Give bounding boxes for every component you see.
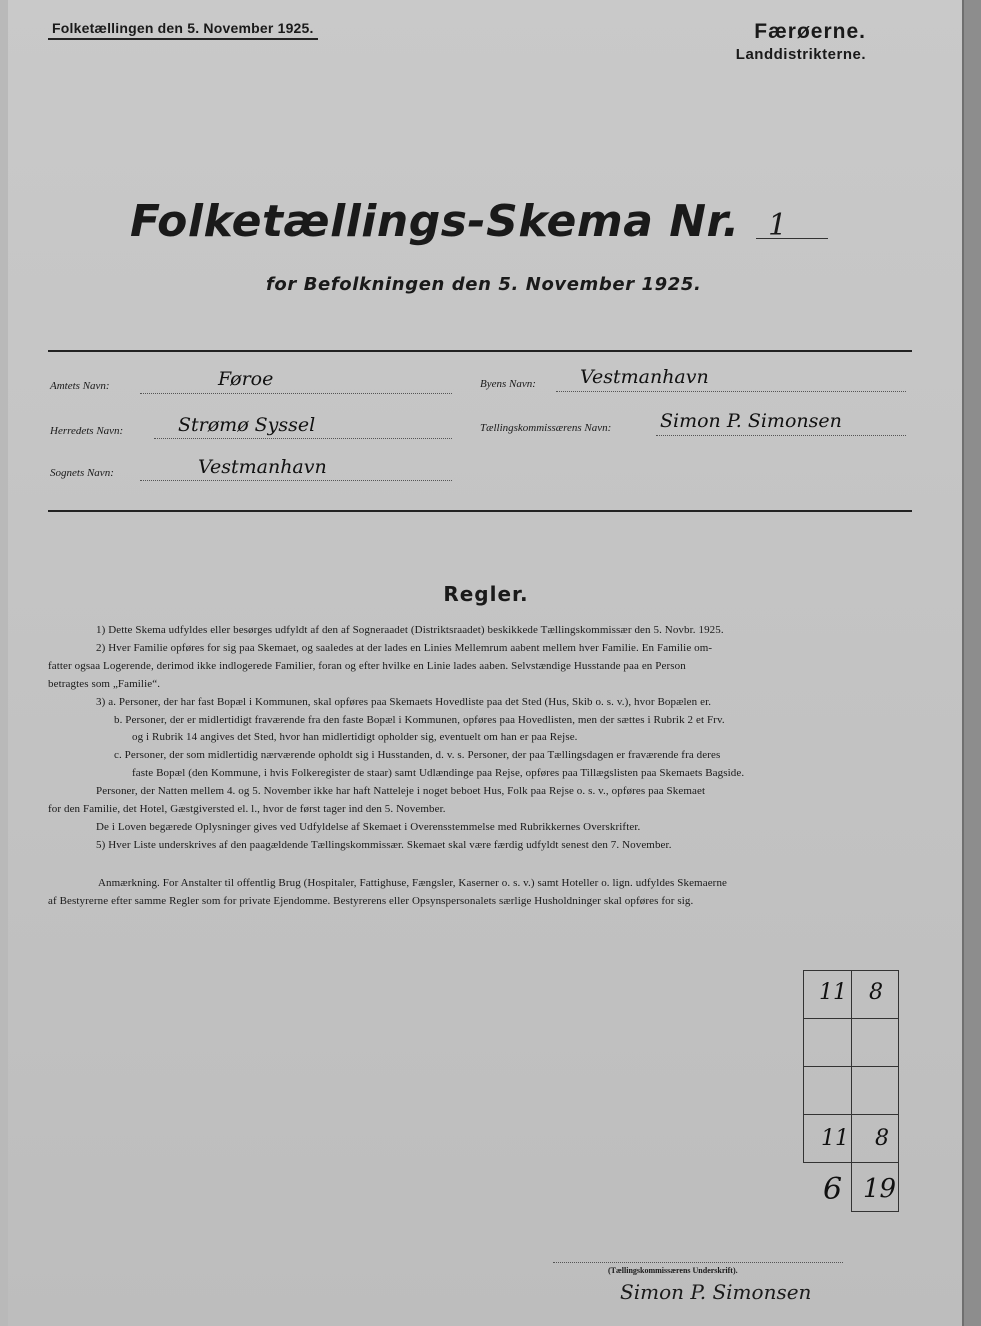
form-number: 1 bbox=[768, 208, 788, 243]
rule-line: faste Bopæl (den Kommune, i hvis Folkeregister de staar) samt Udlændinge paa Rejse, opføres paa Tillægslisten paa Skemaets Bagside. bbox=[132, 767, 745, 779]
bottom-divider bbox=[48, 510, 912, 512]
census-date-header: Folketællingen den 5. November 1925. bbox=[48, 20, 318, 40]
by-line bbox=[556, 391, 906, 392]
region-name: Færøerne. bbox=[754, 20, 866, 43]
form-title: Folketællings-Skema Nr. bbox=[130, 196, 740, 247]
amt-label: Amtets Navn: bbox=[50, 380, 110, 392]
form-subtitle: for Befolkningen den 5. November 1925. bbox=[266, 274, 702, 295]
tally-r4-right: 8 bbox=[875, 1126, 889, 1151]
tally-r5-left: 6 bbox=[823, 1172, 843, 1207]
sogn-value[interactable]: Vestmanhavn bbox=[198, 456, 327, 478]
rule-line: c. Personer, der som midlertidig nærværende opholdt sig i Husstanden, d. v. s. Personer, der paa Tællingsdagen er fraværende fra deres bbox=[114, 749, 721, 761]
tally-cell bbox=[851, 1066, 899, 1115]
page-edge bbox=[962, 0, 981, 1326]
rule-line: 3) a. Personer, der har fast Bopæl i Kommunen, skal opføres paa Skemaets Hovedliste paa det Sted (Hus, Skib o. s. v.), hvor Bopælen er. bbox=[96, 696, 712, 708]
tally-cell bbox=[803, 1018, 852, 1067]
rule-line: Personer, der Natten mellem 4. og 5. November ikke har haft Natteleje i noget beboet Hus, Folk paa Rejse o. s. v., opføres paa Skemaet bbox=[96, 785, 706, 797]
rule-line: 2) Hver Familie opføres for sig paa Skemaet, og saaledes at der lades en Linies Mellemrum aabent mellem hver Familie. En Familie om- bbox=[96, 642, 713, 654]
rule-line: b. Personer, der er midlertidigt fraværende fra den faste Bopæl i Kommunen, opføres paa Hovedlisten, men der sættes i Rubrik 2 et Frv. bbox=[114, 714, 725, 726]
tally-cell bbox=[803, 1066, 852, 1115]
signature-label: (Tællingskommissærens Underskrift). bbox=[608, 1266, 738, 1275]
note-line: af Bestyrerne efter samme Regler som for private Ejendomme. Bestyrerens eller Opsynspersonalets særlige Husholdninger skal opføres for sig. bbox=[48, 895, 694, 907]
kommissaer-value[interactable]: Simon P. Simonsen bbox=[660, 410, 842, 432]
rule-line: betragtes som „Familie“. bbox=[48, 678, 161, 690]
tally-grid bbox=[803, 970, 899, 1212]
tally-r1-left: 11 bbox=[819, 980, 847, 1005]
rule-line: 5) Hver Liste underskrives af den paagældende Tællingskommissær. Skemaet skal være færdig udfyldt senest den 7. November. bbox=[96, 839, 672, 851]
rule-line: De i Loven begærede Oplysninger gives ved Udfyldelse af Skemaet i Overensstemmelse med Rubrikkernes Overskrifter. bbox=[96, 821, 641, 833]
herred-value[interactable]: Strømø Syssel bbox=[178, 414, 316, 436]
kommissaer-line bbox=[656, 435, 906, 436]
tally-r5-right: 19 bbox=[863, 1174, 897, 1204]
signature-value[interactable]: Simon P. Simonsen bbox=[620, 1280, 812, 1304]
form-number-line bbox=[756, 238, 828, 239]
census-form-page bbox=[8, 0, 964, 1326]
herred-line bbox=[154, 438, 452, 439]
rules-heading: Regler. bbox=[443, 582, 529, 606]
by-value[interactable]: Vestmanhavn bbox=[580, 366, 709, 388]
rule-line: 1) Dette Skema udfyldes eller besørges udfyldt af den af Sogneraadet (Distriktsraadet) beskikkede Tællingskommissær den 5. Novbr. 1925. bbox=[96, 624, 724, 636]
kommissaer-label: Tællingskommissærens Navn: bbox=[480, 422, 612, 434]
rule-line: og i Rubrik 14 angives det Sted, hvor han midlertidigt opholder sig, eventuelt om han er paa Rejse. bbox=[132, 731, 578, 743]
rule-line: for den Familie, det Hotel, Gæstgiversted el. l., hvor de først tager ind den 5. November. bbox=[48, 803, 446, 815]
rule-line: fatter ogsaa Logerende, derimod ikke indlogerede Familier, foran og efter hvilke en Linie lades aaben. Selvstændige Husstande paa en Person bbox=[48, 660, 686, 672]
district-name: Landdistrikterne. bbox=[735, 46, 866, 63]
tally-cell bbox=[851, 1018, 899, 1067]
amt-value[interactable]: Føroe bbox=[218, 368, 274, 390]
amt-line bbox=[140, 393, 452, 394]
top-divider bbox=[48, 350, 912, 352]
sogn-label: Sognets Navn: bbox=[50, 467, 114, 479]
tally-r1-right: 8 bbox=[869, 980, 883, 1005]
tally-r4-left: 11 bbox=[821, 1126, 849, 1151]
note-line: Anmærkning. For Anstalter til offentlig Brug (Hospitaler, Fattighuse, Fængsler, Kaserner o. s. v.) samt Hoteller o. lign. udfyldes Skemaerne bbox=[98, 877, 728, 889]
by-label: Byens Navn: bbox=[480, 378, 536, 390]
herred-label: Herredets Navn: bbox=[50, 425, 124, 437]
signature-line bbox=[553, 1262, 843, 1263]
region-header bbox=[736, 20, 866, 63]
sogn-line bbox=[140, 480, 452, 481]
